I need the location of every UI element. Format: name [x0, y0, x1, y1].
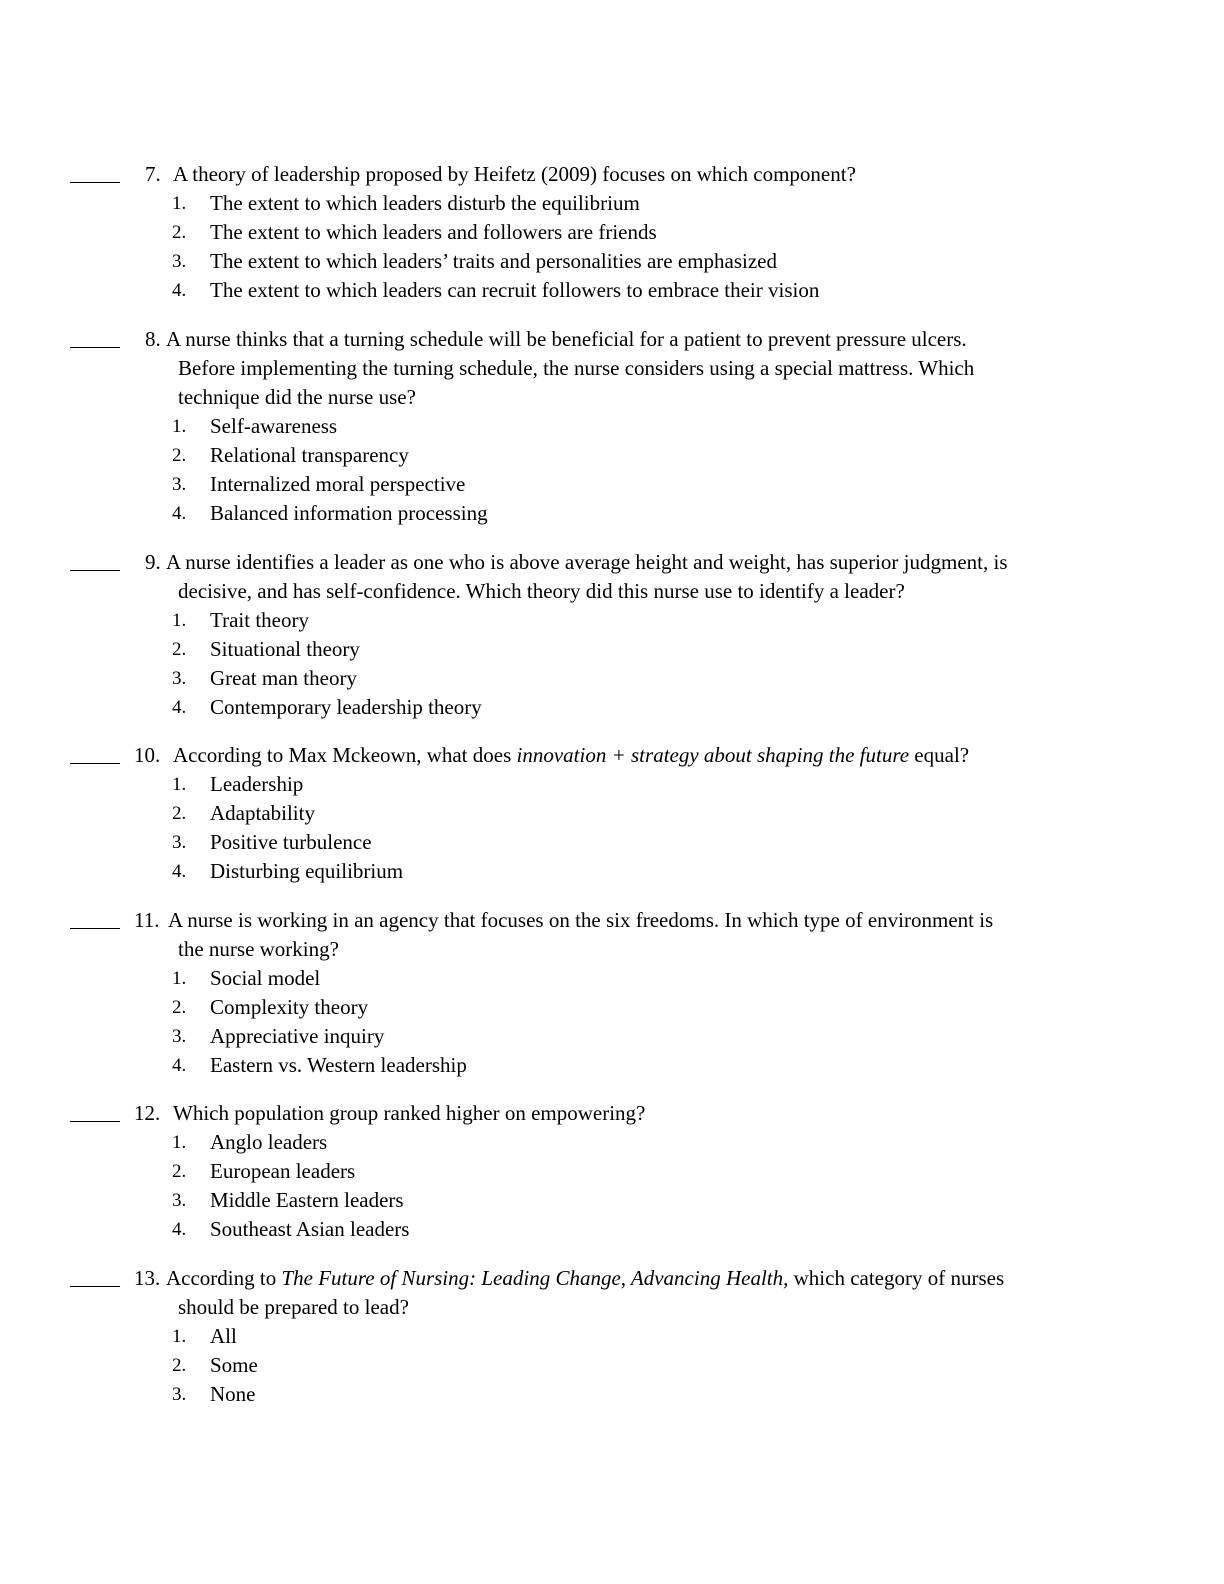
option-number: 4.	[172, 280, 187, 301]
question-number: 8.	[145, 327, 161, 351]
option-item	[0, 770, 1224, 799]
question-text	[173, 741, 969, 770]
option-item	[0, 1322, 1224, 1351]
option-number: 1.	[172, 610, 187, 631]
option-number: 3.	[172, 1384, 187, 1405]
option-item	[0, 1051, 1224, 1080]
option-item	[0, 964, 1224, 993]
option-text: Internalized moral perspective	[210, 472, 466, 496]
question-text-continued: the nurse working?	[178, 937, 339, 961]
option-text: Social model	[210, 966, 321, 990]
question-text-plain-end: equal?	[909, 743, 970, 767]
option-text: Middle Eastern leaders	[210, 1188, 404, 1212]
option-number: 2.	[172, 997, 187, 1018]
option-list	[0, 770, 1224, 886]
option-text: The extent to which leaders can recruit followers to embrace their vision	[210, 278, 820, 302]
option-number: 3.	[172, 668, 187, 689]
option-item	[0, 664, 1224, 693]
question-text: A nurse thinks that a turning schedule will be beneficial for a patient to prevent pressure ulcers.	[166, 327, 967, 351]
question-number: 10.	[134, 743, 161, 767]
option-list	[0, 606, 1224, 722]
option-text: All	[210, 1324, 237, 1348]
question-number: 9.	[145, 550, 161, 574]
option-item	[0, 993, 1224, 1022]
option-text: The extent to which leaders and followers are friends	[210, 220, 657, 244]
question-stem	[0, 906, 1224, 964]
option-item	[0, 412, 1224, 441]
option-item	[0, 1215, 1224, 1244]
option-number: 3.	[172, 1026, 187, 1047]
option-number: 4.	[172, 1219, 187, 1240]
option-number: 2.	[172, 803, 187, 824]
question-stem	[0, 548, 1224, 606]
option-text: Relational transparency	[210, 443, 409, 467]
question-stem	[0, 1264, 1224, 1322]
option-text: Complexity theory	[210, 995, 369, 1019]
option-text: Some	[210, 1353, 258, 1377]
option-text: Disturbing equilibrium	[210, 859, 404, 883]
option-text: Contemporary leadership theory	[210, 695, 482, 719]
question-text-continued: should be prepared to lead?	[178, 1295, 409, 1319]
option-text: Anglo leaders	[210, 1130, 328, 1154]
question-text-plain: According to Max Mckeown, what does	[173, 743, 517, 767]
option-item	[0, 470, 1224, 499]
option-text: Great man theory	[210, 666, 357, 690]
option-number: 1.	[172, 774, 187, 795]
question-stem	[0, 325, 1224, 412]
option-number: 4.	[172, 861, 187, 882]
option-item	[0, 441, 1224, 470]
option-item	[0, 189, 1224, 218]
option-text: Southeast Asian leaders	[210, 1217, 410, 1241]
question-number: 13.	[134, 1266, 161, 1290]
question-text	[166, 1264, 1004, 1293]
option-number: 3.	[172, 1190, 187, 1211]
option-item	[0, 1128, 1224, 1157]
question-stem	[0, 160, 1224, 189]
option-item	[0, 1380, 1224, 1409]
option-list	[0, 1128, 1224, 1244]
option-number: 1.	[172, 1132, 187, 1153]
question-text: Which population group ranked higher on empowering?	[173, 1101, 646, 1125]
option-number: 3.	[172, 251, 187, 272]
option-item	[0, 606, 1224, 635]
option-text: The extent to which leaders disturb the equilibrium	[210, 191, 640, 215]
option-item	[0, 247, 1224, 276]
option-item	[0, 1022, 1224, 1051]
option-list	[0, 189, 1224, 305]
question-text-plain-end: which category of nurses	[788, 1266, 1005, 1290]
option-list	[0, 1322, 1224, 1409]
option-number: 4.	[172, 503, 187, 524]
question-text-italic: innovation + strategy about shaping the future	[516, 743, 910, 767]
option-list	[0, 964, 1224, 1080]
option-text: Adaptability	[210, 801, 315, 825]
option-text: European leaders	[210, 1159, 356, 1183]
question-text-italic: The Future of Nursing: Leading Change, Advancing Health,	[281, 1266, 789, 1290]
option-text: The extent to which leaders’ traits and personalities are emphasized	[210, 249, 777, 273]
option-list	[0, 412, 1224, 528]
question-text: A nurse is working in an agency that focuses on the six freedoms. In which type of environment is	[168, 908, 994, 932]
question-text-continued: technique did the nurse use?	[178, 385, 416, 409]
option-text: Positive turbulence	[210, 830, 372, 854]
option-item	[0, 1351, 1224, 1380]
option-number: 1.	[172, 1326, 187, 1347]
question-number: 7.	[145, 162, 161, 186]
option-item	[0, 635, 1224, 664]
option-number: 2.	[172, 222, 187, 243]
option-text: Balanced information processing	[210, 501, 488, 525]
question-number: 11.	[134, 908, 160, 932]
option-number: 2.	[172, 1355, 187, 1376]
option-item	[0, 499, 1224, 528]
option-text: Appreciative inquiry	[210, 1024, 385, 1048]
option-text: Leadership	[210, 772, 304, 796]
option-number: 2.	[172, 639, 187, 660]
option-text: None	[210, 1382, 256, 1406]
option-item	[0, 799, 1224, 828]
question-stem	[0, 741, 1224, 770]
option-item	[0, 218, 1224, 247]
option-item	[0, 1186, 1224, 1215]
option-number: 1.	[172, 193, 187, 214]
option-item	[0, 828, 1224, 857]
question-number: 12.	[134, 1101, 161, 1125]
option-item	[0, 1157, 1224, 1186]
question-stem	[0, 1099, 1224, 1128]
question-text-plain: According to	[166, 1266, 282, 1290]
option-item	[0, 857, 1224, 886]
option-text: Self-awareness	[210, 414, 338, 438]
option-number: 2.	[172, 445, 187, 466]
option-number: 3.	[172, 474, 187, 495]
question-text: A theory of leadership proposed by Heifetz (2009) focuses on which component?	[173, 162, 856, 186]
question-text-continued: decisive, and has self-confidence. Which theory did this nurse use to identify a leader?	[178, 579, 905, 603]
question-text-continued: Before implementing the turning schedule, the nurse considers using a special mattress. Which	[178, 356, 975, 380]
option-item	[0, 276, 1224, 305]
option-text: Eastern vs. Western leadership	[210, 1053, 467, 1077]
option-number: 4.	[172, 1055, 187, 1076]
option-number: 1.	[172, 968, 187, 989]
option-number: 1.	[172, 416, 187, 437]
question-text: A nurse identifies a leader as one who is above average height and weight, has superior judgment, is	[166, 550, 1008, 574]
option-text: Trait theory	[210, 608, 309, 632]
option-number: 2.	[172, 1161, 187, 1182]
option-item	[0, 693, 1224, 722]
option-number: 3.	[172, 832, 187, 853]
option-text: Situational theory	[210, 637, 360, 661]
option-number: 4.	[172, 697, 187, 718]
